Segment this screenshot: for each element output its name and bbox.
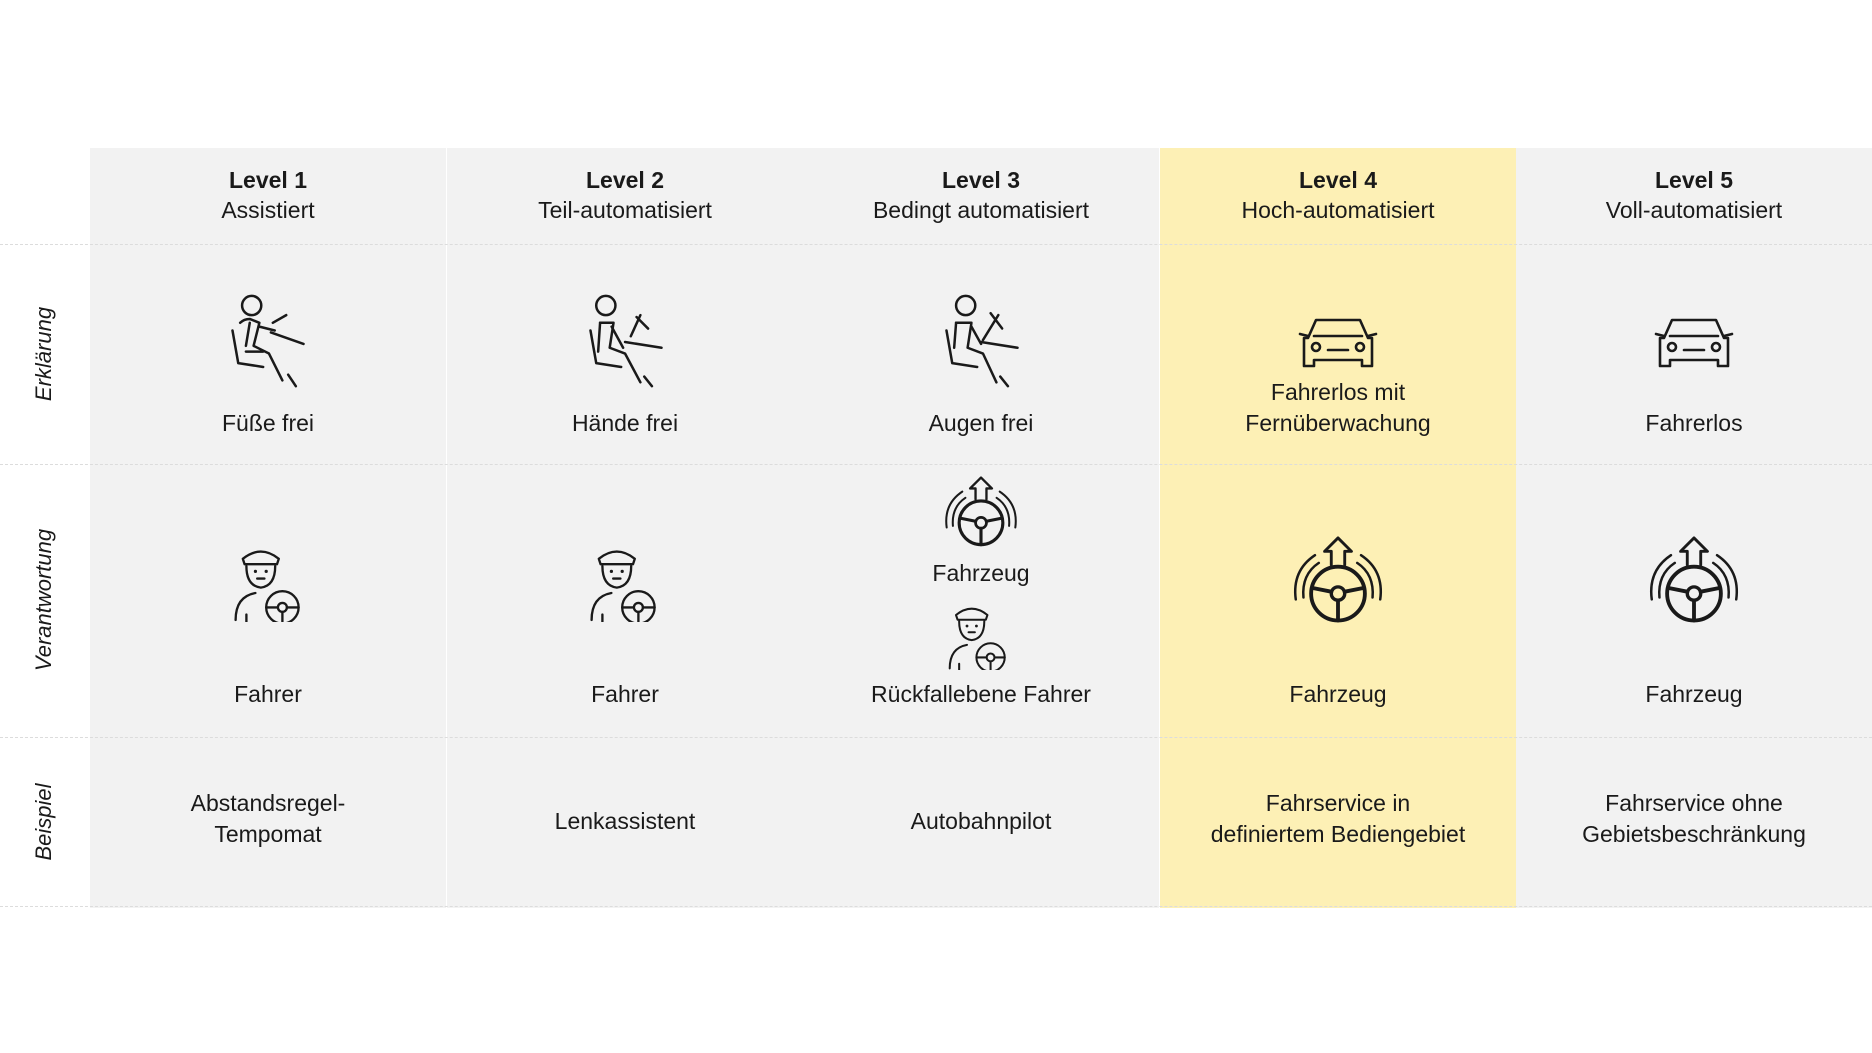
car-icon <box>1654 310 1734 374</box>
erklaerung-level-1 <box>90 408 446 439</box>
driver-icon <box>588 546 660 622</box>
row-label-beispiel: Beispiel <box>31 783 56 861</box>
header-level-3 <box>803 165 1159 225</box>
verantwortung-level-5: Fahrzeug <box>1645 681 1743 707</box>
row-divider <box>0 464 1872 465</box>
beispiel-level-5 <box>1516 788 1872 850</box>
level-name: Teil-automatisiert <box>538 197 712 223</box>
row-divider <box>0 906 1872 907</box>
beispiel-text: Fahrservice in <box>1265 790 1411 816</box>
beispiel-level-4 <box>1160 788 1516 850</box>
level-title: Level 4 <box>1299 167 1377 193</box>
level-title: Level 2 <box>586 167 664 193</box>
beispiel-text: Lenkassistent <box>554 808 696 834</box>
driver-eyes-off-icon <box>938 294 1026 390</box>
level-title: Level 1 <box>229 167 307 193</box>
erklaerung-level-4 <box>1160 377 1516 439</box>
row-label-verantwortung: Verantwortung <box>31 528 56 672</box>
beispiel-text: Abstandsregel- <box>190 790 346 816</box>
erklaerung-text: Fernüberwachung <box>1245 410 1431 436</box>
erklaerung-level-5 <box>1516 408 1872 439</box>
erklaerung-text: Fahrerlos mit <box>1270 379 1406 405</box>
beispiel-level-3 <box>803 806 1159 837</box>
driver-icon <box>232 546 304 622</box>
header-level-5 <box>1516 165 1872 225</box>
verantwortung-level-1: Fahrer <box>234 681 302 707</box>
level-name: Assistiert <box>221 197 315 223</box>
autonomous-steering-icon <box>942 476 1020 554</box>
verantwortung-level-3-top: Fahrzeug <box>932 560 1030 586</box>
autonomous-steering-icon <box>1646 536 1742 632</box>
beispiel-text: Fahrservice ohne <box>1605 790 1783 816</box>
level-title: Level 5 <box>1655 167 1733 193</box>
header-level-1 <box>90 165 446 225</box>
header-level-4 <box>1160 165 1516 225</box>
erklaerung-text: Augen frei <box>928 410 1034 436</box>
erklaerung-level-3 <box>803 408 1159 439</box>
beispiel-text: Autobahnpilot <box>910 808 1052 834</box>
column-level-2 <box>447 148 803 908</box>
level-name: Bedingt automatisiert <box>872 197 1090 223</box>
header-level-2 <box>447 165 803 225</box>
row-divider <box>0 737 1872 738</box>
driver-icon <box>946 604 1010 670</box>
car-icon <box>1298 310 1378 374</box>
beispiel-text: Tempomat <box>214 821 322 847</box>
beispiel-text: Gebietsbeschränkung <box>1582 821 1806 847</box>
erklaerung-text: Füße frei <box>221 410 315 436</box>
level-name: Hoch-automatisiert <box>1241 197 1435 223</box>
erklaerung-level-2 <box>447 408 803 439</box>
beispiel-level-1 <box>90 788 446 850</box>
beispiel-text: definiertem Bediengebiet <box>1210 821 1466 847</box>
row-divider <box>0 244 1872 245</box>
erklaerung-text: Hände frei <box>571 410 679 436</box>
row-label-erklaerung: Erklärung <box>31 306 56 402</box>
erklaerung-text: Fahrerlos <box>1645 410 1743 436</box>
driver-feet-off-icon <box>224 294 312 390</box>
autonomous-steering-icon <box>1290 536 1386 632</box>
driver-hands-off-icon <box>582 294 670 390</box>
verantwortung-level-3: Rückfallebene Fahrer <box>871 681 1091 707</box>
level-name: Voll-automatisiert <box>1605 197 1783 223</box>
verantwortung-level-2: Fahrer <box>591 681 659 707</box>
level-title: Level 3 <box>942 167 1020 193</box>
beispiel-level-2 <box>447 806 803 837</box>
verantwortung-level-4: Fahrzeug <box>1289 681 1387 707</box>
